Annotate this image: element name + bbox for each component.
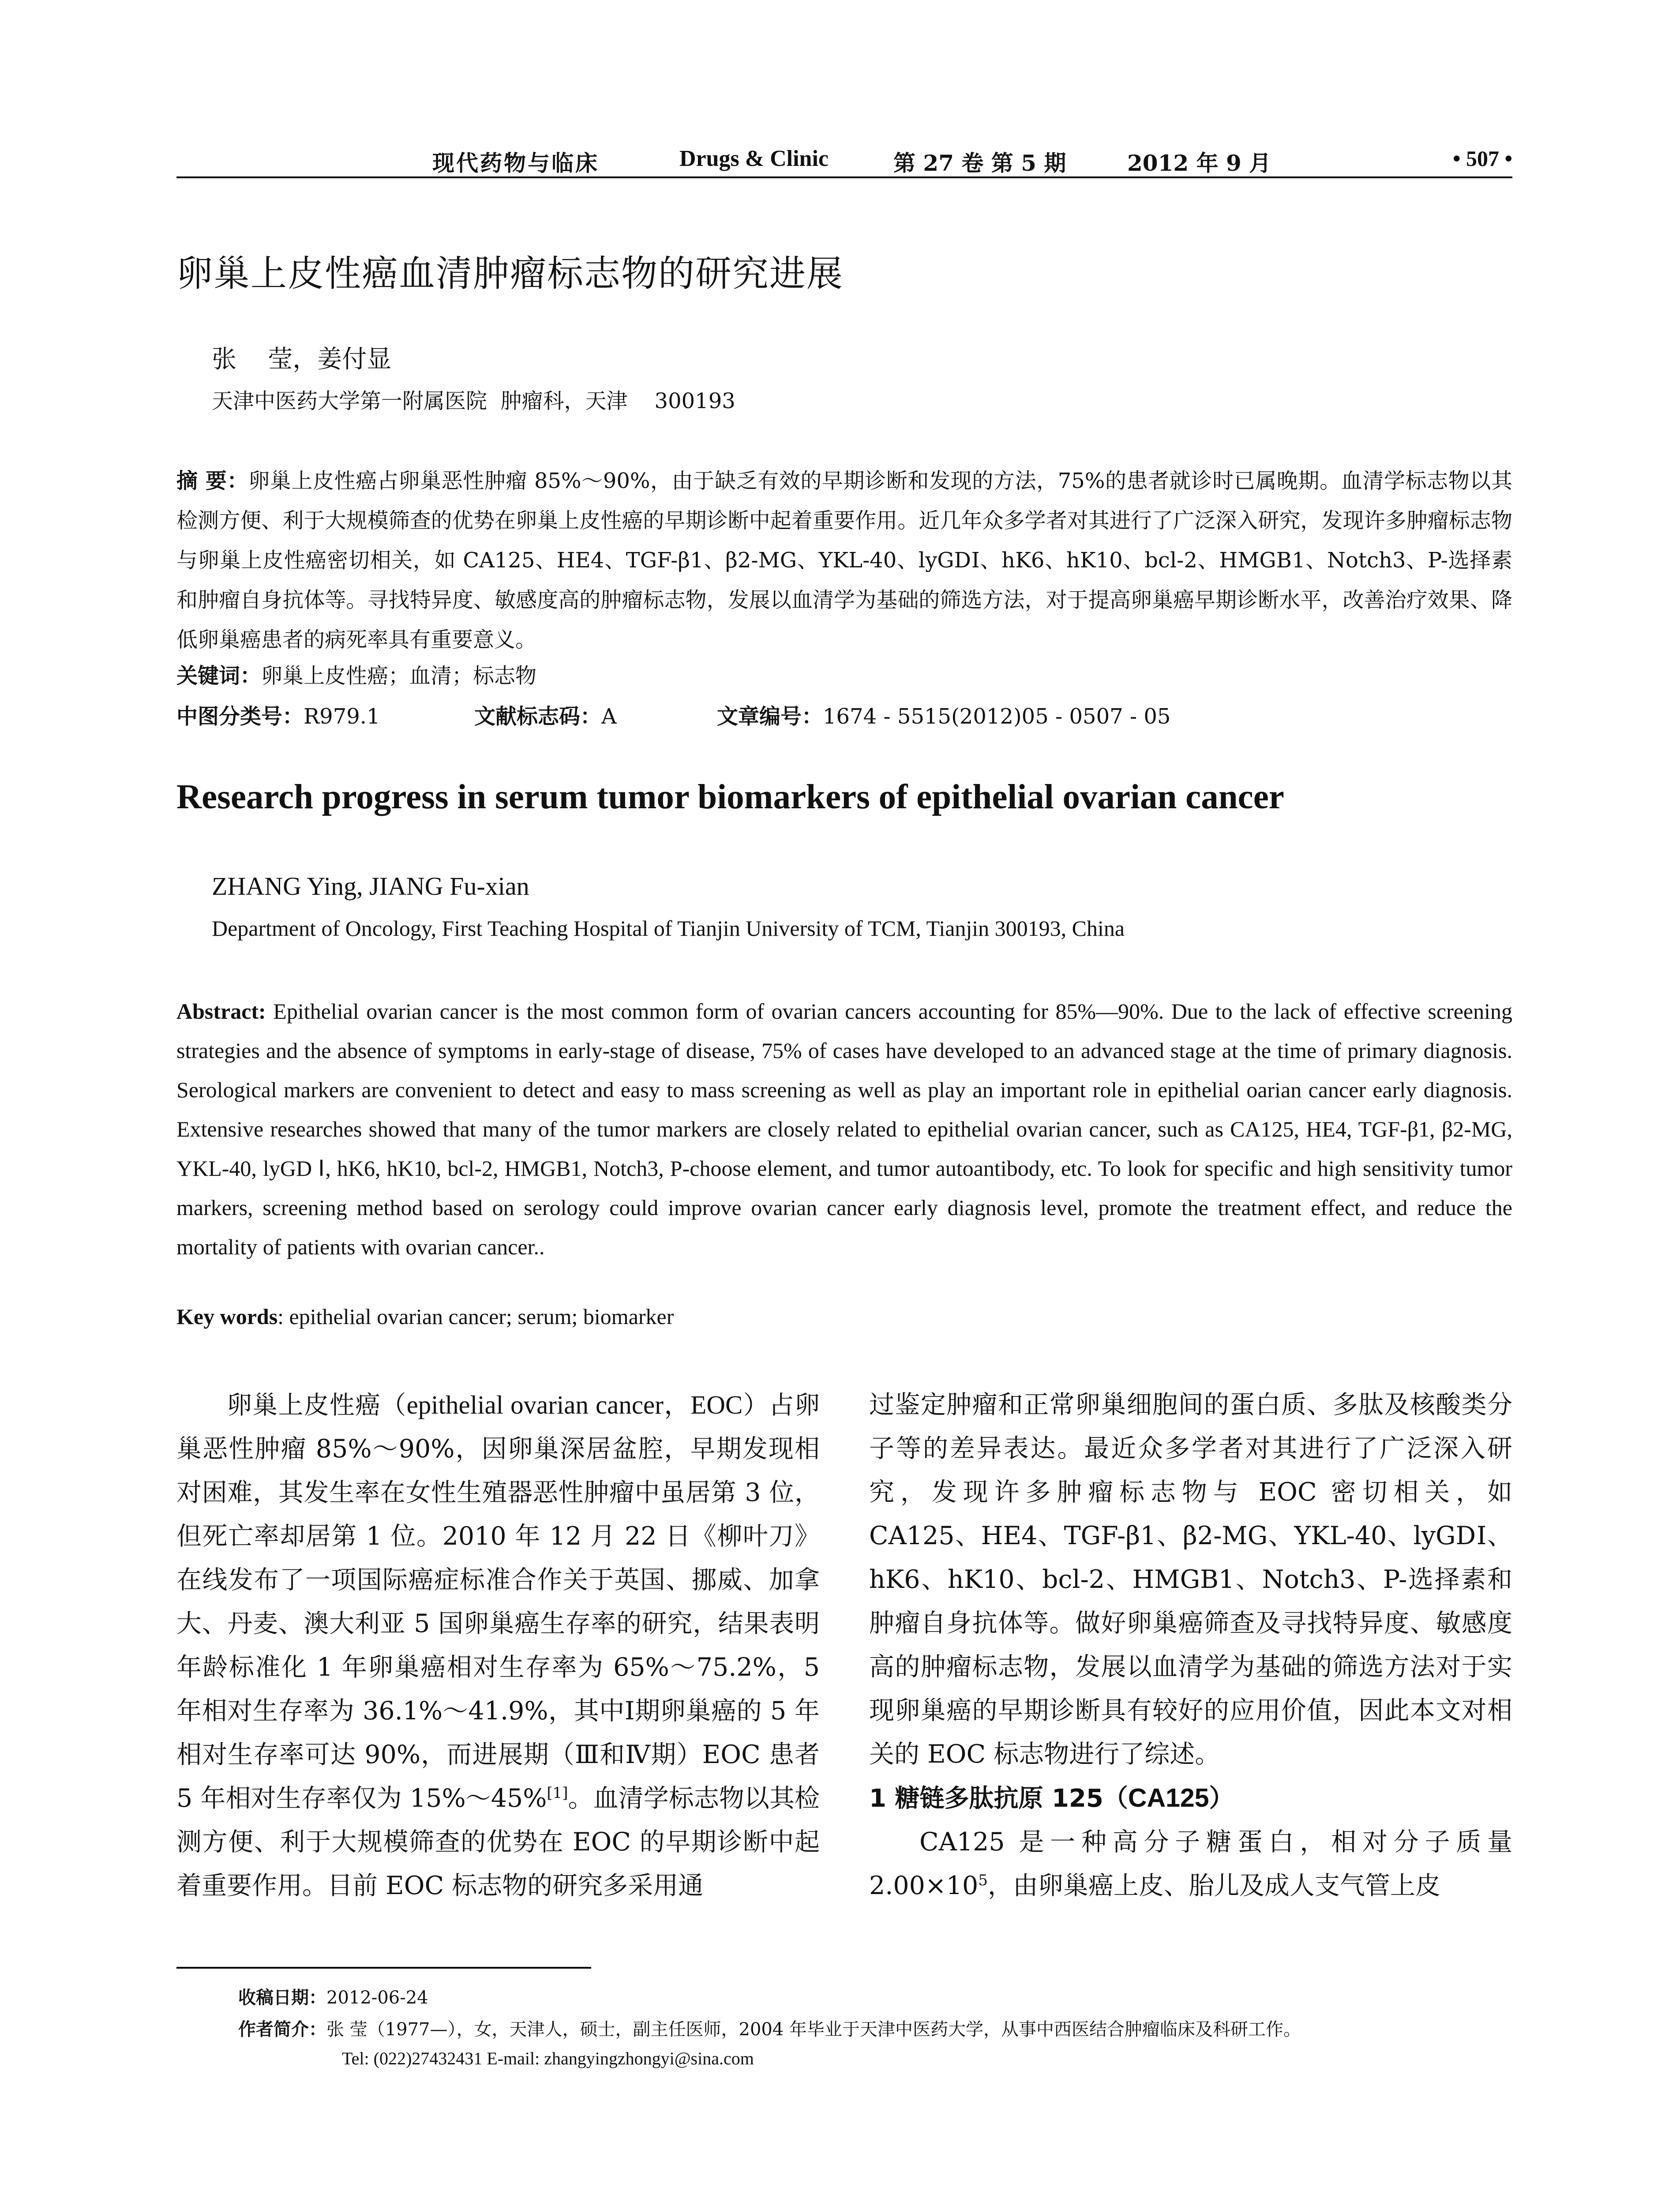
superscript: 5 [978,1872,988,1889]
doc-code-cell [474,699,617,730]
abstract-cn [176,461,1512,660]
journal-name-cn: 现代药物与临床 [432,150,599,176]
article-no-value: 1674 - 5515(2012)05 - 0507 - 05 [823,704,1171,729]
section-heading [869,1776,1512,1820]
clc-value: R979.1 [304,704,380,729]
body-column-left [176,1383,820,1908]
affiliation-en: Department of Oncology, First Teaching Hospital of Tianjin University of TCM, Tianjin 300193, China [212,916,1125,941]
section-heading-text: ） [1209,1784,1234,1813]
title-cn: 卵巢上皮性癌血清肿瘤标志物的研究进展 [176,253,844,295]
doc-code-value: A [601,704,617,729]
classification-row [176,699,1512,735]
body-text: ，由卵巢癌上皮、胎儿及成人支气管上皮 [987,1871,1440,1900]
authors-cn: 张 莹，姜付显 [212,345,392,374]
abstract-cn-label: 摘 要： [176,469,249,493]
author-bio: 张 莹（1977—），女，天津人，硕士，副主任医师，2004 年毕业于天津中医药大学，从事中西医结合肿瘤临床及科研工作。 [326,2019,1301,2040]
volume-issue: 第 27 卷 第 5 期 [893,150,1066,176]
received-date: 2012-06-24 [326,1988,428,2008]
received-label: 收稿日期： [238,1988,326,2008]
body-text: 卵巢上皮性癌（ [227,1391,407,1420]
keywords-cn-label: 关键词： [176,664,262,688]
body-text: CA125 是一种高分子糖蛋白，相对分子质量 2.00×10 [869,1827,1512,1900]
body-paragraph [869,1820,1512,1908]
citation-ref: [1] [547,1784,568,1802]
doc-code-label: 文献标志码： [474,704,602,729]
keywords-cn-text: 卵巢上皮性癌；血清；标志物 [261,664,537,688]
footnote-rule [176,1967,591,1969]
affiliation-cn: 天津中医药大学第一附属医院 肿瘤科，天津 300193 [212,389,735,413]
body-column-right [869,1383,1512,1908]
clc-label: 中图分类号： [176,704,304,729]
keywords-cn [176,659,536,689]
keywords-en-label: Key words [176,1304,278,1329]
keywords-en [176,1304,674,1329]
authors-en: ZHANG Ying, JIANG Fu-xian [212,872,529,900]
footnote-received [238,1984,428,2009]
issue-date: 2012 年 9 月 [1127,150,1271,176]
abstract-en [176,992,1512,1267]
abstract-en-label: Abstract: [176,999,266,1024]
footnote-author [238,2015,1301,2041]
title-en: Research progress in serum tumor biomarkers of epithelial ovarian cancer [176,778,1284,816]
journal-name-en: Drugs & Clinic [679,146,829,171]
footnote-contact: Tel: (022)27432431 E-mail: zhangyingzhongyi@sina.com [342,2048,754,2068]
clc-cell [176,699,380,730]
body-paragraph-continued: 过鉴定肿瘤和正常卵巢细胞间的蛋白质、多肽及核酸类分子等的差异表达。最近众多学者对其进行了广泛深入研究，发现许多肿瘤标志物与 EOC 密切相关，如 CA125、HE4、TGF-β1、β2-MG、YKL-40、lyGDⅠ、hK6、hK10、bcl-2、HMGB1、Notch3、P-选择素和肿瘤自身抗体等。做好卵巢癌筛查及寻找特异度、敏感度高的肿瘤标志物，发展以血清学为基础的筛选方法对于实现卵巢癌的早期诊断具有较好的应用价值，因此本文对相关的 EOC 标志物进行了综述。 [869,1390,1512,1769]
abstract-cn-text: 卵巢上皮性癌占卵巢恶性肿瘤 85%～90%，由于缺乏有效的早期诊断和发现的方法，75%的患者就诊时已属晚期。血清学标志物以其检测方便、利于大规模筛查的优势在卵巢上皮性癌的早期诊断中起着重要作用。近几年众多学者对其进行了广泛深入研究，发现许多肿瘤标志物与卵巢上皮性癌密切相关，如 CA125、HE4、TGF-β1、β2-MG、YKL-40、lyGDⅠ、hK6、hK10、bcl-2、HMGB1、Notch3、P-选择素和肿瘤自身抗体等。寻找特异度、敏感度高的肿瘤标志物，发展以血清学为基础的筛选方法，对于提高卵巢癌早期诊断水平，改善治疗效果、降低卵巢癌患者的病死率具有重要意义。 [176,469,1512,652]
body-paragraph [176,1383,820,1908]
keywords-en-text: : epithelial ovarian cancer; serum; biomarker [278,1304,674,1329]
body-text-en: epithelial ovarian cancer，EOC [406,1390,743,1419]
running-header [176,140,1512,180]
section-heading-text: 1 糖链多肽抗原 125（ [869,1784,1128,1813]
page-number: • 507 • [1452,146,1512,171]
author-bio-label: 作者简介： [238,2019,326,2040]
section-heading-en: CA125 [1128,1783,1209,1812]
body-text: ）占卵巢恶性肿瘤 85%～90%，因卵巢深居盆腔，早期发现相对困难，其发生率在女性生殖器恶性肿瘤中虽居第 3 位，但死亡率却居第 1 位。2010 年 12 月 22 日《柳叶刀》在线发布了一项国际癌症标准合作关于英国、挪威、加拿大、丹麦、澳大利亚 5 国卵巢癌生存率的研究，结果表明年龄标准化 1 年卵巢癌相对生存率为 65%～75.2%，5 年相对生存率为 36.1%～41.9%，其中Ⅰ期卵巢癌的 5 年相对生存率可达 90%，而进展期（Ⅲ和Ⅳ期）EOC 患者 5 年相对生存率仅为 15%～45% [176,1391,820,1813]
article-no-label: 文章编号： [717,704,823,729]
abstract-en-text: Epithelial ovarian cancer is the most common form of ovarian cancers accounting for 85%—90%. Due to the lack of effective screening strategies and the absence of symptoms in early-stage of disease, 75% of cases have developed to an advanced stage at the time of primary diagnosis. Serological markers are convenient to detect and easy to mass screening as well as play an important role in epithelial oarian cancer early diagnosis. Extensive researches showed that many of the tumor markers are closely related to epithelial ovarian cancer, such as CA125, HE4, TGF-β1, β2-MG, YKL-40, lyGD Ⅰ, hK6, hK10, bcl-2, HMGB1, Notch3, P-choose element, and tumor autoantibody, etc. To look for specific and high sensitivity tumor markers, screening method based on serology could improve ovarian cancer early diagnosis level, promote the treatment effect, and reduce the mortality of patients with ovarian cancer.. [176,999,1512,1259]
header-rule [176,176,1512,178]
body-text: 。血清学标志物以其检测方便、利于大规模筛查的优势在 EOC 的早期诊断中起着重要作用。目前 EOC 标志物的研究多采用通 [176,1784,820,1900]
article-no-cell [717,699,1170,730]
